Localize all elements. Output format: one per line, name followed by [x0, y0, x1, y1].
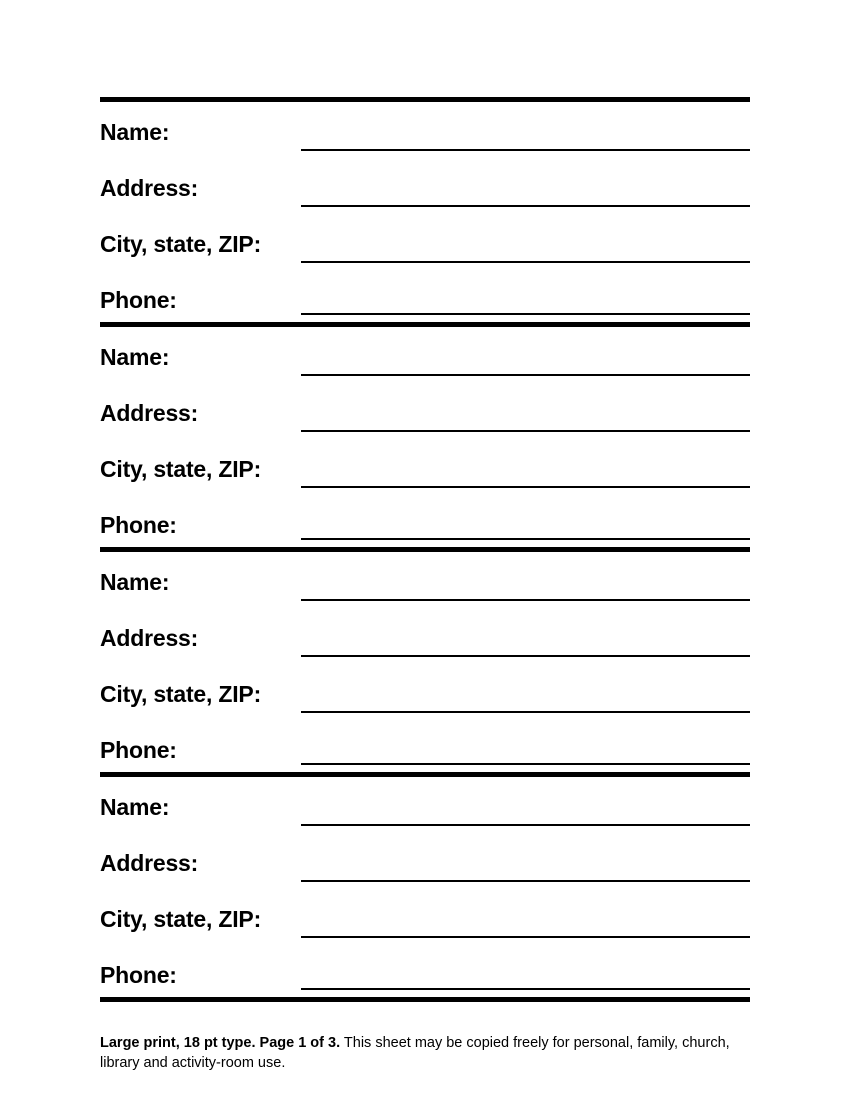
name-label: Name:	[100, 569, 170, 595]
phone-write-line[interactable]	[301, 763, 750, 765]
city-row	[100, 664, 750, 720]
address-write-line[interactable]	[301, 205, 750, 207]
address-row	[100, 833, 750, 889]
name-row	[100, 327, 750, 383]
name-write-line[interactable]	[301, 599, 750, 601]
phone-write-line[interactable]	[301, 988, 750, 990]
phone-label: Phone:	[100, 512, 177, 538]
name-write-line[interactable]	[301, 824, 750, 826]
address-entry	[100, 772, 750, 1002]
phone-label: Phone:	[100, 962, 177, 988]
phone-label: Phone:	[100, 737, 177, 763]
city-state-zip-write-line[interactable]	[301, 486, 750, 488]
phone-row	[100, 270, 750, 322]
name-label: Name:	[100, 344, 170, 370]
city-state-zip-write-line[interactable]	[301, 711, 750, 713]
city-state-zip-label: City, state, ZIP:	[100, 456, 262, 482]
address-label: Address:	[100, 400, 199, 426]
address-row	[100, 158, 750, 214]
name-write-line[interactable]	[301, 374, 750, 376]
address-row	[100, 383, 750, 439]
phone-label: Phone:	[100, 287, 177, 313]
name-row	[100, 102, 750, 158]
footnote	[100, 1033, 740, 1073]
address-entry	[100, 322, 750, 547]
phone-row	[100, 945, 750, 997]
phone-row	[100, 720, 750, 772]
address-write-line[interactable]	[301, 430, 750, 432]
address-write-line[interactable]	[301, 880, 750, 882]
city-row	[100, 889, 750, 945]
address-label: Address:	[100, 625, 199, 651]
address-write-line[interactable]	[301, 655, 750, 657]
city-state-zip-label: City, state, ZIP:	[100, 906, 262, 932]
address-entry	[100, 97, 750, 322]
name-write-line[interactable]	[301, 149, 750, 151]
name-label: Name:	[100, 794, 170, 820]
city-state-zip-label: City, state, ZIP:	[100, 231, 262, 257]
address-label: Address:	[100, 175, 199, 201]
name-row	[100, 777, 750, 833]
address-label: Address:	[100, 850, 199, 876]
address-row	[100, 608, 750, 664]
city-state-zip-write-line[interactable]	[301, 936, 750, 938]
city-row	[100, 214, 750, 270]
city-state-zip-write-line[interactable]	[301, 261, 750, 263]
phone-row	[100, 495, 750, 547]
address-form	[100, 97, 750, 1002]
address-entry	[100, 547, 750, 772]
phone-write-line[interactable]	[301, 313, 750, 315]
phone-write-line[interactable]	[301, 538, 750, 540]
footnote-bold: Large print, 18 pt type. Page 1 of 3.	[100, 1035, 341, 1051]
city-state-zip-label: City, state, ZIP:	[100, 681, 262, 707]
name-label: Name:	[100, 119, 170, 145]
name-row	[100, 552, 750, 608]
city-row	[100, 439, 750, 495]
footnote-text: This sheet may be copied freely for personal, family, church, library and activity-room use.	[100, 1035, 730, 1071]
